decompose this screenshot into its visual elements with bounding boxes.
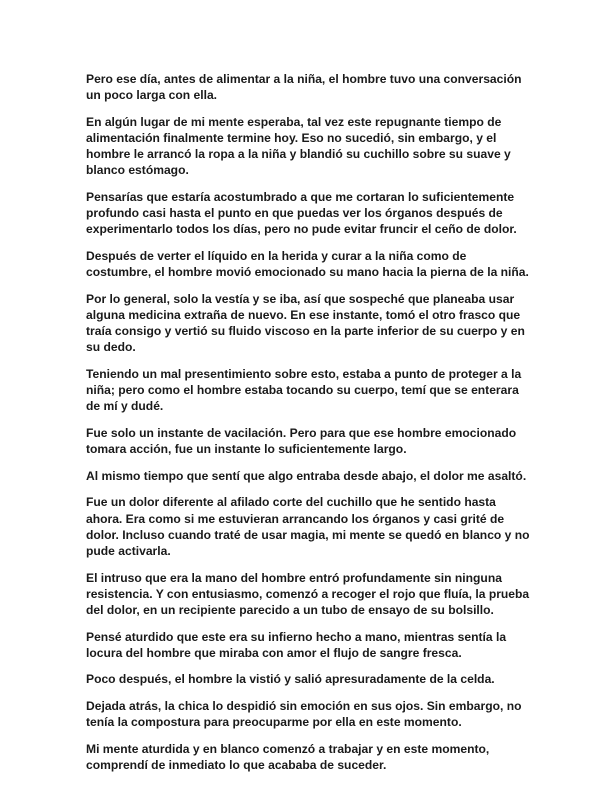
paragraph: El intruso que era la mano del hombre entró profundamente sin ninguna resistencia. Y con entusiasmo, comenzó a recoger el rojo que fluía, la prueba del dolor, en un recipiente parecido a un tubo de ensayo de su bolsillo.: [86, 570, 530, 617]
paragraph: Pero ese día, antes de alimentar a la niña, el hombre tuvo una conversación un poco larga con ella.: [86, 72, 522, 103]
paragraph: Teniendo un mal presentimiento sobre esto, estaba a punto de proteger a la niña; pero como el hombre estaba tocando su cuerpo, temí que se enterara de mí y dudé.: [86, 367, 522, 414]
paragraph: Por lo general, solo la vestía y se iba, así que sospeché que planeaba usar alguna medicina extraña de nuevo. En ese instante, tomó el otro frasco que traía consigo y vertió su fluido viscoso en la parte inferior de su cuerpo y en su dedo.: [86, 291, 525, 355]
paragraph: En algún lugar de mi mente esperaba, tal vez este repugnante tiempo de alimentación finalmente termine hoy. Eso no sucedió, sin embargo, y el hombre le arrancó la ropa a la niña y blandió su cuchillo sobre su suave y blanco estómago.: [86, 114, 511, 178]
paragraph: Fue solo un instante de vacilación. Pero para que ese hombre emocionado tomara acción, fue un instante lo suficientemente largo.: [86, 426, 517, 457]
paragraph: Mi mente aturdida y en blanco comenzó a trabajar y en este momento, comprendí de inmediato lo que acababa de suceder.: [86, 741, 490, 772]
paragraph: Al mismo tiempo que sentí que algo entraba desde abajo, el dolor me asaltó.: [86, 468, 527, 483]
paragraph: Fue un dolor diferente al afilado corte del cuchillo que he sentido hasta ahora. Era como si me estuvieran arrancando los órganos y casi grité de dolor. Incluso cuando traté de usar magia, mi mente se quedó en blanco y no pude activarla.: [86, 495, 530, 558]
paragraph: Después de verter el líquido en la herida y curar a la niña como de costumbre, el hombre movió emocionado su mano hacia la pierna de la niña.: [86, 249, 529, 280]
paragraph: Poco después, el hombre la vistió y salió apresuradamente de la celda.: [86, 672, 495, 687]
paragraph: Pensarías que estaría acostumbrado a que me cortaran lo suficientemente profundo casi hasta el punto en que puedas ver los órganos después de experimentarlo todos los días, pero no pude evitar fruncir el ceño de dolor.: [86, 190, 517, 237]
paragraph: Dejada atrás, la chica lo despidió sin emoción en sus ojos. Sin embargo, no tenía la compostura para preocuparme por ella en este momento.: [86, 698, 522, 730]
document-body: [86, 71, 532, 784]
paragraph: Pensé aturdido que este era su infierno hecho a mano, mientras sentía la locura del hombre que miraba con amor el flujo de sangre fresca.: [86, 629, 507, 660]
